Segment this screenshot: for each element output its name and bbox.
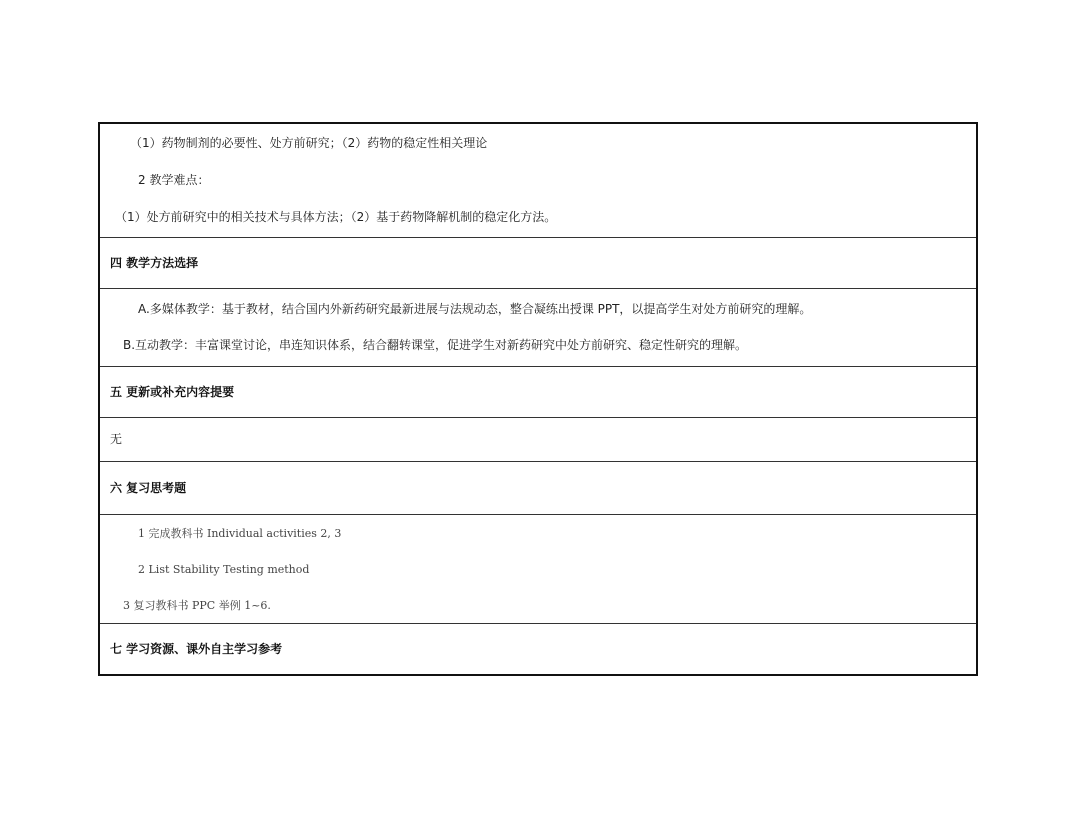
updates-section: [100, 418, 976, 462]
review-item-2: 2 List Stability Testing method: [138, 563, 310, 576]
review-heading-row: [100, 462, 976, 515]
method-item-b: B.互动教学：丰富课堂讨论，串连知识体系，结合翻转课堂，促进学生对新药研究中处方前研究、稳定性研究的理解。: [123, 338, 748, 352]
difficulty-label: 2 教学难点：: [138, 173, 210, 187]
lesson-plan-table: [98, 122, 978, 676]
review-section: [100, 515, 976, 624]
methods-heading-row: [100, 238, 976, 289]
methods-section: [100, 289, 976, 367]
review-item-1: 1 完成教科书 Individual activities 2, 3: [138, 527, 342, 540]
method-item-a: A.多媒体教学：基于教材，结合国内外新药研究最新进展与法规动态，整合凝练出授课 PPT，以提高学生对处方前研究的理解。: [138, 302, 812, 316]
methods-heading: 四 教学方法选择: [110, 256, 199, 270]
difficulty-line: （1）处方前研究中的相关技术与具体方法；（2）基于药物降解机制的稳定化方法。: [115, 210, 557, 224]
updates-heading-row: [100, 367, 976, 418]
review-item-3: 3 复习教科书 PPC 举例 1~6.: [123, 599, 271, 612]
key-points-section: [100, 124, 976, 238]
resources-heading: 七 学习资源、课外自主学习参考: [110, 642, 283, 656]
key-point-line-1: （1）药物制剂的必要性、处方前研究；（2）药物的稳定性相关理论: [130, 136, 488, 150]
updates-content: 无: [110, 432, 123, 446]
resources-heading-row: [100, 624, 976, 674]
updates-heading: 五 更新或补充内容提要: [110, 385, 235, 399]
review-heading: 六 复习思考题: [110, 481, 187, 495]
